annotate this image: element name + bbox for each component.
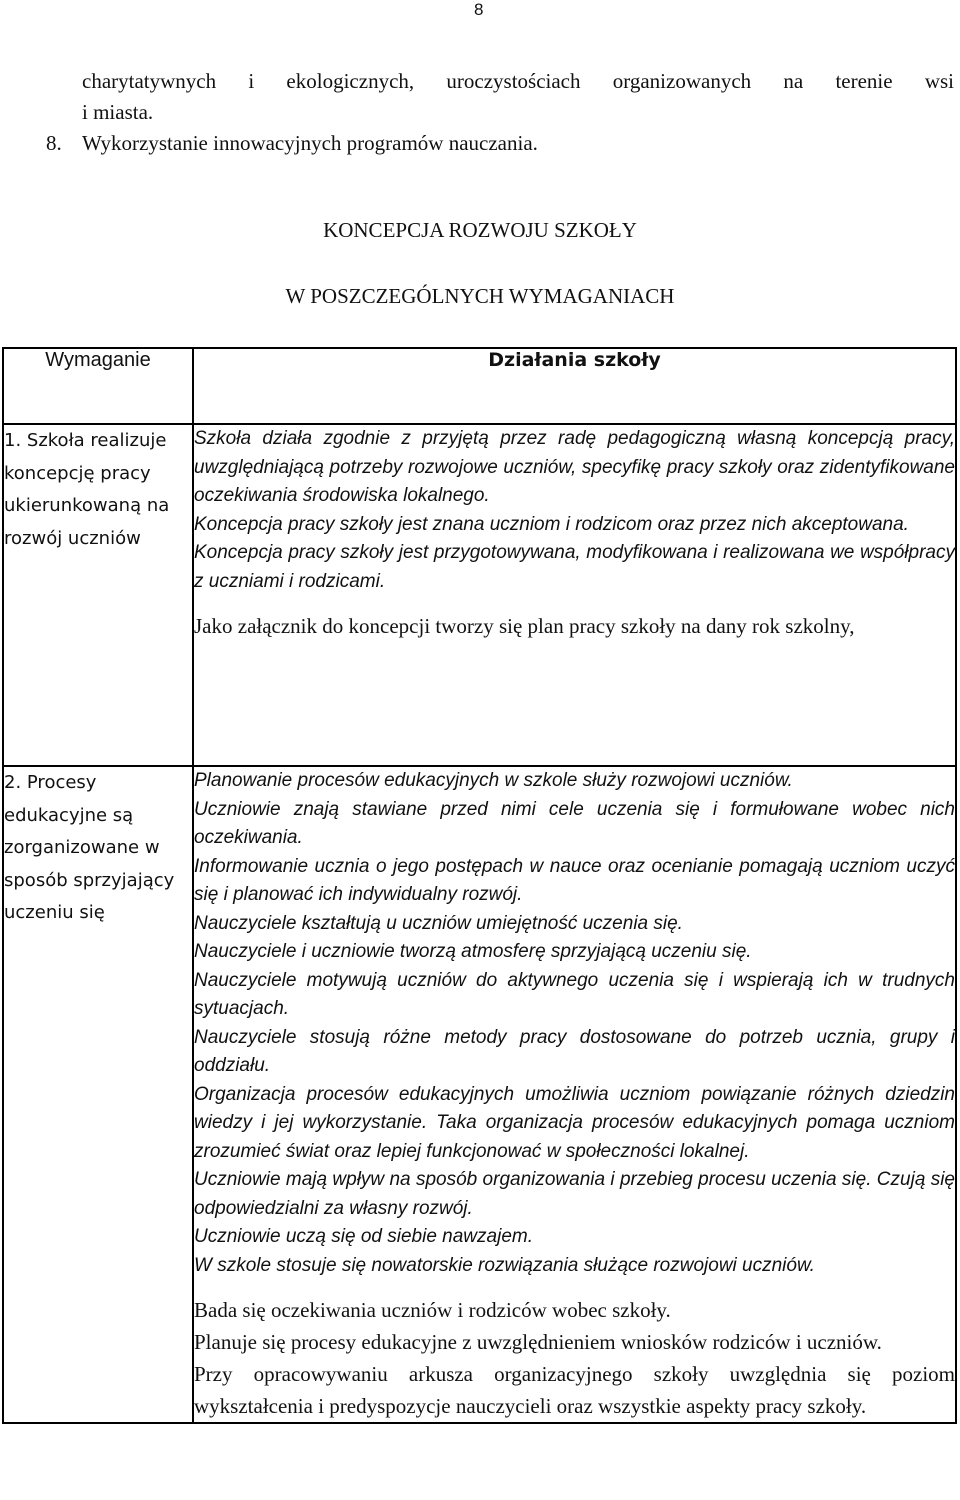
action-paragraph: Uczniowie mają wpływ na sposób organizowania i przebieg procesu uczenia się. Czują się odpowiedzialni za własny rozwój. xyxy=(194,1169,955,1219)
action-paragraph: Bada się oczekiwania uczniów i rodziców wobec szkoły. xyxy=(194,1298,671,1322)
action-paragraph: Planuje się procesy edukacyjne z uwzględnieniem wniosków rodziców i uczniów. xyxy=(194,1330,882,1354)
list-item-text: Wykorzystanie innowacyjnych programów nauczania. xyxy=(82,131,538,155)
action-paragraph: Nauczyciele i uczniowie tworzą atmosferę sprzyjającą uczeniu się. xyxy=(194,941,752,962)
roman-block xyxy=(194,610,955,642)
table-row xyxy=(3,766,956,1423)
action-paragraph: Nauczyciele stosują różne metody pracy dostosowane do potrzeb ucznia, grupy i oddziału. xyxy=(194,1026,955,1076)
page-number: 8 xyxy=(474,0,484,19)
requirements-table xyxy=(2,347,957,1424)
action-paragraph: Informowanie ucznia o jego postępach w nauce oraz ocenianie pomagają uczniom uczyć się i planować ich indywidualny rozwój. xyxy=(194,855,955,905)
action-paragraph: Jako załącznik do koncepcji tworzy się plan pracy szkoły na dany rok szkolny, xyxy=(194,614,855,638)
intro-text xyxy=(46,66,954,159)
roman-block xyxy=(194,1294,955,1422)
list-item-8 xyxy=(46,128,954,159)
action-paragraph: Przy opracowywaniu arkusza organizacyjnego szkoły uwzględnia się poziom wykształcenia i predyspozycje nauczycieli oraz wszystkie aspekty pracy szkoły. xyxy=(194,1362,955,1418)
action-paragraph: Koncepcja pracy szkoły jest przygotowywana, modyfikowana i realizowana we współpracy z uczniami i rodzicami. xyxy=(194,542,955,592)
header-requirement: Wymaganie xyxy=(3,348,193,424)
action-paragraph: Uczniowie znają stawiane przed nimi cele uczenia się i formułowane wobec nich oczekiwania. xyxy=(194,798,955,848)
action-paragraph: Koncepcja pracy szkoły jest znana uczniom i rodzicom oraz przez nich akceptowana. xyxy=(194,513,909,535)
action-paragraph: W szkole stosuje się nowatorskie rozwiązania służące rozwojowi uczniów. xyxy=(194,1254,815,1276)
italic-block xyxy=(194,425,955,596)
requirement-cell: 2. Procesy edukacyjne są zorganizowane w sposób sprzyjający uczeniu się xyxy=(3,766,193,1423)
action-paragraph: Szkoła działa zgodnie z przyjętą przez radę pedagogiczną własną koncepcją pracy, uwzględniającą potrzeby rozwojowe uczniów, specyfikę pracy szkoły oraz zidentyfikowane oczekiwania środowiska lokalnego. xyxy=(194,428,955,506)
header-school-actions: Działania szkoły xyxy=(193,348,956,424)
actions-cell xyxy=(193,766,956,1423)
action-paragraph: Planowanie procesów edukacyjnych w szkole służy rozwojowi uczniów. xyxy=(194,770,793,791)
table-row xyxy=(3,424,956,766)
list-item-number: 8. xyxy=(46,131,62,155)
intro-line-2: i miasta. xyxy=(82,100,154,124)
section-heading-line-1: KONCEPCJA ROZWOJU SZKOŁY xyxy=(323,218,637,242)
section-heading-line-2: W POSZCZEGÓLNYCH WYMAGANIACH xyxy=(285,284,675,308)
action-paragraph: Uczniowie uczą się od siebie nawzajem. xyxy=(194,1226,533,1247)
italic-block xyxy=(194,767,955,1280)
requirement-cell: 1. Szkoła realizuje koncepcję pracy ukierunkowaną na rozwój uczniów xyxy=(3,424,193,766)
intro-line-1: charytatywnych i ekologicznych, uroczystościach organizowanych na terenie wsi xyxy=(82,69,954,93)
action-paragraph: Organizacja procesów edukacyjnych umożliwia uczniom powiązanie różnych dziedzin wiedzy i jej wykorzystanie. Taka organizacja procesów edukacyjnych pomaga uczniom zrozumieć świat oraz lepiej funkcjonować w społeczności lokalnej. xyxy=(194,1083,955,1162)
actions-cell xyxy=(193,424,956,766)
action-paragraph: Nauczyciele kształtują u uczniów umiejętność uczenia się. xyxy=(194,912,683,934)
table-header-row xyxy=(3,348,956,424)
action-paragraph: Nauczyciele motywują uczniów do aktywnego uczenia się i wspierają ich w trudnych sytuacjach. xyxy=(194,969,955,1019)
